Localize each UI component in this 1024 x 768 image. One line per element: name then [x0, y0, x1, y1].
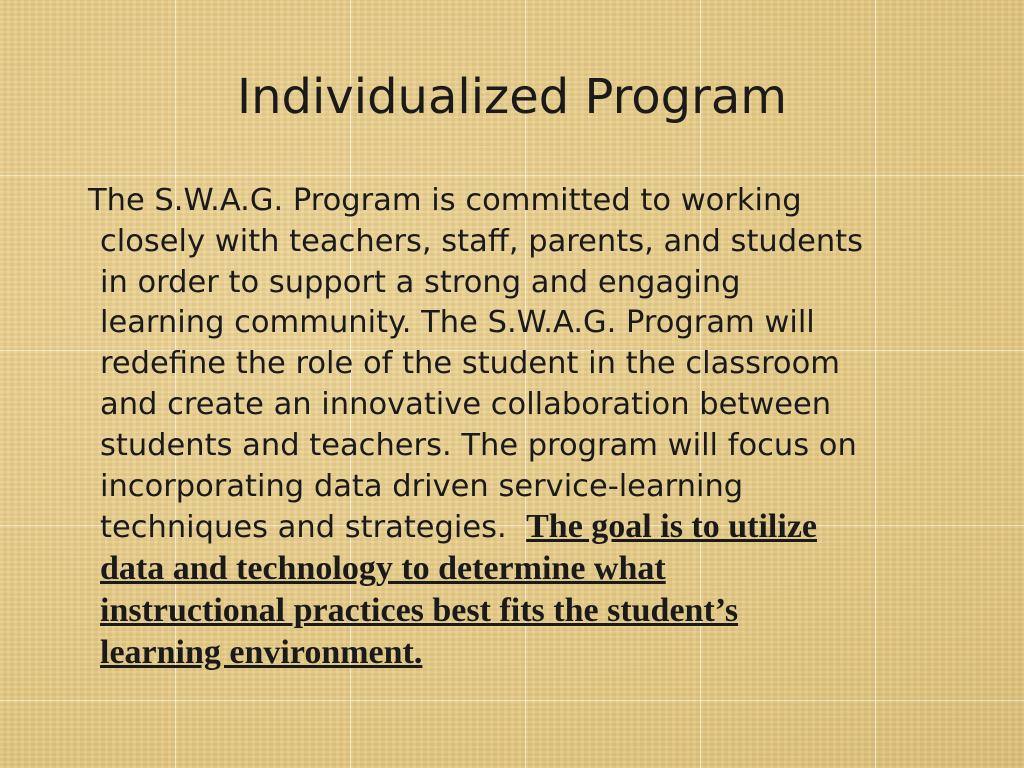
body-text: techniques and strategies. — [100, 510, 507, 546]
body-line: learning community. The S.W.A.G. Program will — [100, 305, 815, 341]
slide-title: Individualized Program — [236, 69, 788, 125]
body-line: in order to support a strong and engaging — [100, 264, 741, 300]
background-panel-line — [0, 700, 1024, 701]
goal-emphasis-text: data and technology to determine what — [100, 550, 666, 588]
goal-emphasis-text: The goal is to utilize — [526, 508, 818, 546]
goal-emphasis-line — [100, 633, 962, 675]
goal-emphasis-text: instructional practices best fits the student’s — [100, 591, 739, 629]
body-line: and create an innovative collaboration between — [100, 386, 832, 422]
goal-emphasis-line — [100, 549, 962, 591]
body-line: students and teachers. The program will focus on — [100, 427, 857, 463]
background-panel-line — [0, 175, 1024, 176]
slide-body — [88, 181, 962, 675]
goal-emphasis-text: learning environment. — [100, 633, 423, 671]
goal-emphasis-line — [100, 591, 962, 633]
body-line: closely with teachers, staff, parents, and students — [100, 223, 864, 259]
body-line-mixed — [100, 507, 962, 549]
body-line: The S.W.A.G. Program is committed to working — [88, 183, 802, 218]
body-line: incorporating data driven service-learning — [100, 468, 744, 504]
body-line: redefine the role of the student in the classroom — [100, 346, 840, 382]
